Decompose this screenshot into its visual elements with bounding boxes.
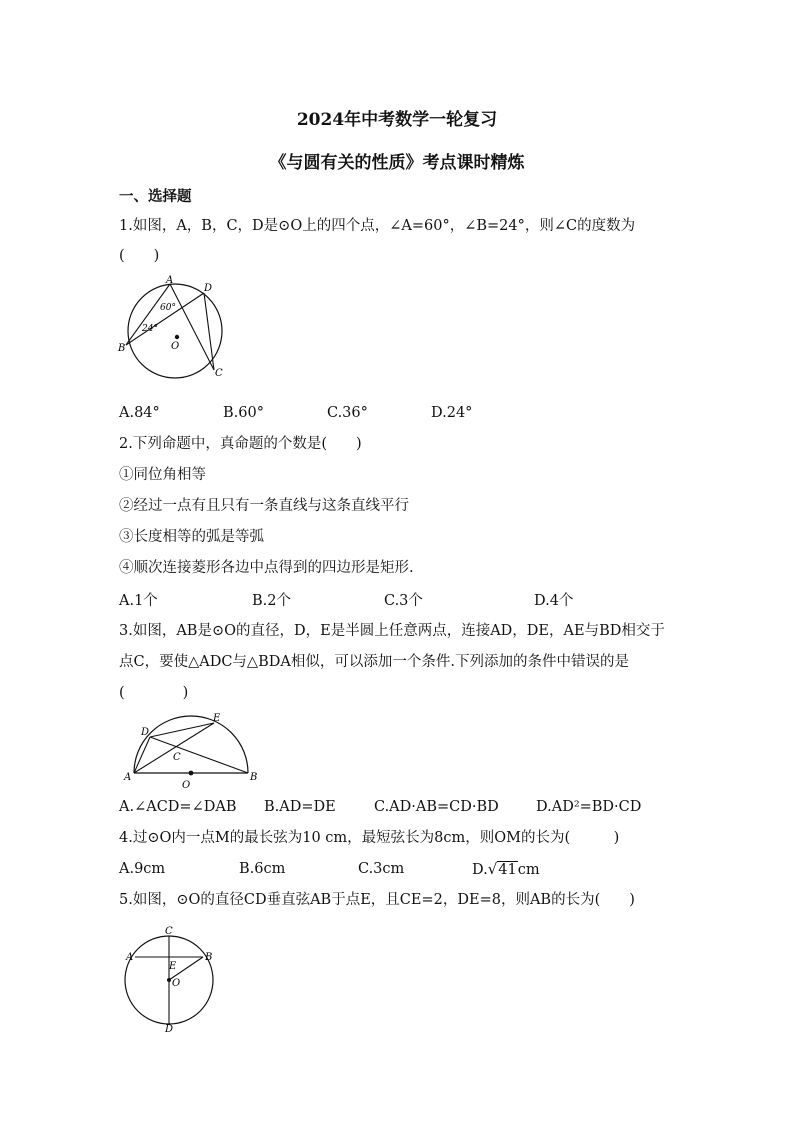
q1-option-c: C.36° [327,405,368,421]
page-title: 2024年中考数学一轮复习 [296,110,498,130]
q2-option-d: D.4个 [534,593,574,609]
q4-option-d-prefix: D. [472,862,488,878]
q1-figure [115,275,235,385]
q5-figure [118,922,228,1034]
section-heading: 一、选择题 [119,188,192,205]
q5-label-b: B [205,952,213,963]
q2-item-4: ④顺次连接菱形各边中点得到的四边形是矩形. [119,560,414,576]
q1-option-b: B.60° [223,405,264,421]
q3-option-c: C.AD·AB=CD·BD [374,799,499,815]
q3-figure [118,708,268,793]
q1-label-o: O [171,341,180,352]
q3-option-a: A.∠ACD=∠DAB [119,799,237,815]
q3-option-d: D.AD²=BD·CD [536,799,642,815]
q3-stem-line2: 点C，要使△ADC与△BDA相似，可以添加一个条件.下列添加的条件中错误的是 [119,654,629,670]
q1-stem-line2: ( ) [119,248,160,264]
q2-option-c: C.3个 [384,593,423,609]
page-subtitle: 《与圆有关的性质》考点课时精炼 [269,153,525,173]
q3-label-e: E [213,713,221,724]
q3-stem-line1: 3.如图，AB是⊙O的直径，D，E是半圆上任意两点，连接AD，DE，AE与BD相交于 [119,623,665,639]
q5-label-a: A [126,952,134,963]
q2-option-a: A.1个 [119,593,158,609]
q2-item-2: ②经过一点有且只有一条直线与这条直线平行 [119,498,409,514]
q3-label-b: B [250,772,258,783]
q1-label-c: C [215,368,223,379]
q2-option-b: B.2个 [252,593,291,609]
q5-stem: 5.如图，⊙O的直径CD垂直弦AB于点E，且CE=2，DE=8，则AB的长为( ) [119,892,635,908]
q4-option-c: C.3cm [358,861,405,877]
q1-stem-line1: 1.如图，A，B，C，D是⊙O上的四个点，∠A=60°，∠B=24°，则∠C的度数为 [119,218,636,234]
q1-angle-b: 24° [142,324,158,334]
q3-label-c: C [173,752,181,763]
q5-label-o: O [172,978,181,989]
q3-label-o: O [182,780,191,791]
q2-item-3: ③长度相等的弧是等弧 [119,529,264,545]
q1-label-d: D [204,283,213,294]
q2-stem: 2.下列命题中，真命题的个数是( ) [119,436,362,452]
q4-option-a: A.9cm [119,861,166,877]
q4-option-b: B.6cm [239,861,286,877]
q3-stem-line3: ( ) [119,685,189,701]
q3-label-d: D [141,727,150,738]
q5-label-c: C [165,926,173,937]
q1-label-b: B [118,343,126,354]
q4-option-d-unit: cm [517,862,540,878]
q4-option-d: D.√41cm [472,860,540,878]
q3-label-a: A [124,772,132,783]
q4-option-d-radicand: 41 [498,862,517,878]
q5-label-e: E [169,961,177,972]
q4-stem: 4.过⊙O内一点M的最长弦为10 cm，最短弦长为8cm，则OM的长为( ) [119,830,620,846]
q2-item-1: ①同位角相等 [119,467,206,483]
q1-angle-a: 60° [160,303,176,313]
q5-label-d: D [165,1024,174,1034]
q1-option-a: A.84° [119,405,160,421]
q3-option-b: B.AD=DE [264,799,336,815]
q1-option-d: D.24° [431,405,473,421]
q1-label-a: A [166,275,174,286]
